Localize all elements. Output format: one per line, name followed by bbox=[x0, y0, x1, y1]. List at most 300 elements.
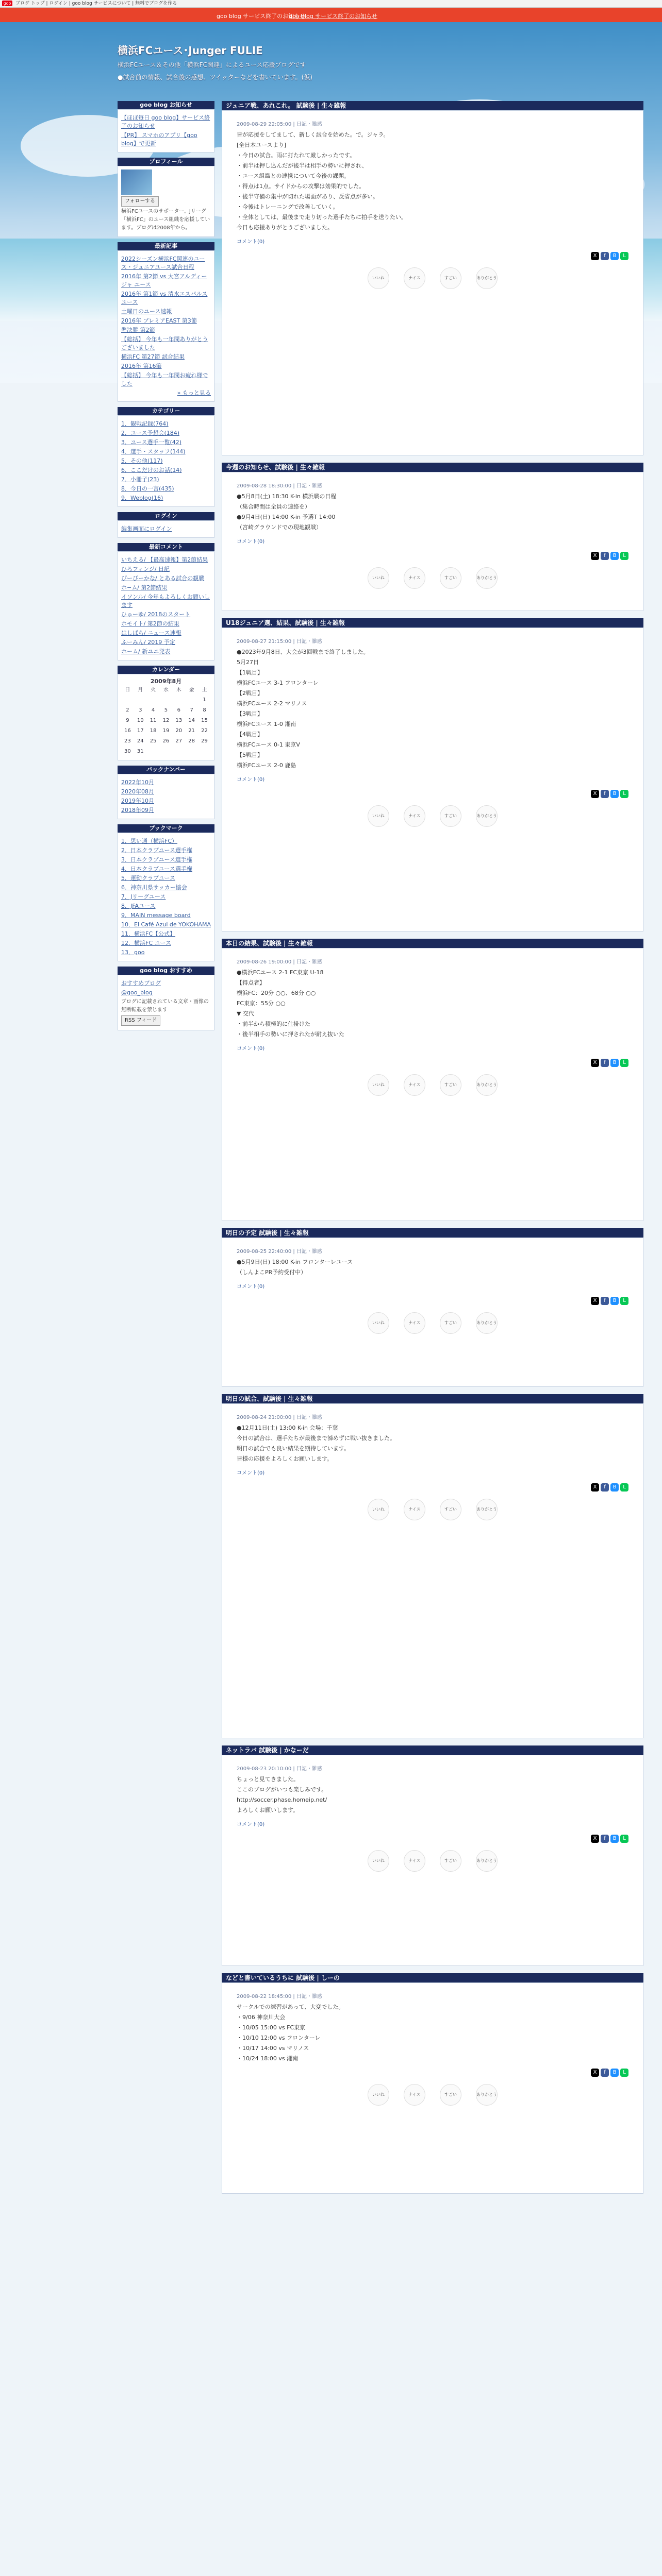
calendar-day: 29 bbox=[201, 738, 208, 744]
entry-paragraph: http://soccer.phase.homeip.net/ bbox=[237, 1797, 327, 1803]
entry-date: 2009-08-29 22:05:00 | 日記・雑感 bbox=[237, 122, 322, 127]
calendar-weekday: 月 bbox=[138, 687, 143, 693]
calendar-day: 18 bbox=[150, 728, 157, 734]
comment-link[interactable]: ひゅーゆ/ 2018のスタート bbox=[121, 611, 191, 618]
notice-box bbox=[118, 109, 214, 152]
x-share-icon[interactable]: X bbox=[591, 2069, 599, 2077]
entry-paragraph: ●5月8日(土) 18:30 K-in 横浜戦の日程 bbox=[237, 493, 337, 500]
calendar-day bbox=[134, 695, 147, 705]
comment-link[interactable]: ホ−ム/ 第2節結果 bbox=[121, 584, 168, 591]
facebook-share-icon[interactable]: f bbox=[601, 1835, 609, 1843]
main-content bbox=[222, 101, 643, 2194]
profile-text: 横浜FCユースのサポーター。Jリーグ「横浜FC」のユース組織を応援しています。ブログは2008年から。 bbox=[121, 209, 210, 231]
entry-comment-link[interactable]: コメント(0) bbox=[237, 1284, 265, 1290]
reaction-button[interactable]: ありがとう bbox=[476, 1074, 498, 1096]
backnumber-link[interactable]: 2019年10月 bbox=[121, 798, 154, 804]
bookmark-item[interactable] bbox=[121, 846, 211, 855]
reaction-button[interactable]: いいね bbox=[368, 1850, 389, 1872]
category-item[interactable] bbox=[121, 494, 211, 502]
recent-link[interactable]: 横浜FC 第27節 試合結果 bbox=[121, 353, 185, 360]
recent-link[interactable]: 【総括】 今年も一年間お疲れ様でした bbox=[121, 372, 208, 387]
backnumber-link[interactable]: 2020年08月 bbox=[121, 788, 154, 795]
entry-title[interactable]: 本日の結果、試験後 | 生々雑報 bbox=[222, 939, 643, 948]
entry-comment-link[interactable]: コメント(0) bbox=[237, 1470, 265, 1476]
recent-link[interactable]: 2016年 第1節 vs 清水エスパルスユース bbox=[121, 291, 208, 306]
category-item[interactable] bbox=[121, 485, 211, 493]
reaction-button[interactable]: ナイス bbox=[404, 1850, 425, 1872]
bookmark-link[interactable]: 11．横浜FC【公式】 bbox=[121, 930, 176, 937]
recent-item[interactable] bbox=[121, 317, 211, 325]
hatena-share-icon[interactable]: B bbox=[610, 252, 619, 260]
calendar-day bbox=[147, 695, 160, 705]
reaction-button[interactable]: ナイス bbox=[404, 567, 425, 589]
calendar-weekday: 金 bbox=[189, 687, 194, 693]
line-share-icon[interactable]: L bbox=[620, 2069, 628, 2077]
entry-paragraph: 皆様の応援をよろしくお願いします。 bbox=[237, 1455, 333, 1462]
bookmark-item[interactable] bbox=[121, 856, 211, 864]
entry-paragraph: [全日本ユースより] bbox=[237, 142, 287, 148]
hatena-share-icon[interactable]: B bbox=[610, 1483, 619, 1492]
notice-link[interactable]: 【ほぼ毎日 goo blog】サービス終了のお知らせ bbox=[121, 114, 210, 129]
calendar-box bbox=[118, 674, 214, 760]
entry-paragraph: ・9/06 神奈川大会 bbox=[237, 2014, 286, 2021]
recent-item[interactable] bbox=[121, 273, 211, 289]
recommend-heading: goo blog おすすめ bbox=[118, 967, 214, 975]
reaction-button[interactable]: ナイス bbox=[404, 1312, 425, 1334]
calendar-day: 13 bbox=[175, 718, 183, 723]
comment-item[interactable] bbox=[121, 638, 211, 647]
recommend-link[interactable]: おすすめブログ bbox=[121, 980, 161, 987]
sidebar bbox=[118, 101, 214, 1030]
bookmark-item[interactable] bbox=[121, 874, 211, 883]
entry-date: 2009-08-28 18:30:00 | 日記・雑感 bbox=[237, 483, 322, 489]
entry-paragraph: 【1戦目】 bbox=[237, 669, 263, 676]
login-box bbox=[118, 520, 214, 538]
recent-item[interactable] bbox=[121, 371, 211, 388]
login-link[interactable]: 編集画面にログイン bbox=[121, 526, 172, 532]
reaction-button[interactable]: すごい bbox=[440, 567, 461, 589]
calendar-weekday: 日 bbox=[125, 687, 130, 693]
reaction-button[interactable]: ナイス bbox=[404, 2084, 425, 2106]
calendar-day: 3 bbox=[139, 707, 142, 713]
category-link[interactable]: 6．ここだけのお話(14) bbox=[121, 467, 182, 473]
calendar-day bbox=[185, 695, 198, 705]
reaction-button[interactable]: すごい bbox=[440, 267, 461, 289]
entry-title[interactable]: ジュニア戦、あれこれ。 試験後 | 生々雑報 bbox=[222, 101, 643, 110]
entry-paragraph: よろしくお願いします。 bbox=[237, 1807, 299, 1814]
entry-body bbox=[222, 472, 643, 611]
bookmark-item[interactable] bbox=[121, 865, 211, 873]
blog-description-2: ●試合前の情報、試合後の感想、ツイッターなどを書いています。(仮) bbox=[118, 74, 313, 81]
category-link[interactable]: 7．小冊子(23) bbox=[121, 476, 159, 483]
facebook-share-icon[interactable]: f bbox=[601, 790, 609, 798]
notice-link[interactable]: 【PR】 スマホのアプリ【goo blog】で更新 bbox=[121, 132, 197, 147]
reaction-buttons bbox=[237, 567, 628, 589]
entry-paragraph: ・ユース組織との連携について今後の課題。 bbox=[237, 173, 350, 179]
entry-paragraph: ・得点は1点。サイドからの攻撃は効果的でした。 bbox=[237, 183, 365, 190]
entry-paragraph: ・前半は押し込んだが後半は相手の勢いに押され、 bbox=[237, 162, 368, 169]
recent-item[interactable] bbox=[121, 335, 211, 352]
comment-link[interactable]: ふーみん/ 2019 予定 bbox=[121, 639, 175, 646]
entry-body bbox=[222, 1755, 643, 1966]
recent-link[interactable]: 2022シーズン横浜FC関連のユース・ジュニアユース試合日程 bbox=[121, 256, 205, 270]
comment-item[interactable] bbox=[121, 611, 211, 619]
recent-item[interactable] bbox=[121, 290, 211, 307]
x-share-icon[interactable]: X bbox=[591, 790, 599, 798]
calendar-day: 30 bbox=[124, 749, 131, 754]
goo-topbar bbox=[0, 0, 662, 8]
x-share-icon[interactable]: X bbox=[591, 1483, 599, 1492]
notice-item[interactable] bbox=[121, 131, 211, 148]
category-item[interactable] bbox=[121, 438, 211, 447]
recent-item[interactable] bbox=[121, 362, 211, 370]
entry-comment-link[interactable]: コメント(0) bbox=[237, 539, 265, 545]
comment-item[interactable] bbox=[121, 620, 211, 628]
bookmark-link[interactable]: 8．JFAユース bbox=[121, 903, 156, 909]
category-link[interactable]: 9．Weblog(16) bbox=[121, 495, 163, 501]
entry-title[interactable]: U18ジュニア選、結果、試験後 | 生々雑報 bbox=[222, 618, 643, 628]
entry-comment-link[interactable]: コメント(0) bbox=[237, 1046, 265, 1052]
category-item[interactable] bbox=[121, 476, 211, 484]
bookmark-link[interactable]: 3．日本クラブユース選手権 bbox=[121, 856, 192, 863]
share-buttons bbox=[237, 789, 628, 798]
reaction-button[interactable]: いいね bbox=[368, 267, 389, 289]
reaction-button[interactable]: ナイス bbox=[404, 1074, 425, 1096]
entry-comment-link[interactable]: コメント(0) bbox=[237, 1822, 265, 1827]
x-share-icon[interactable]: X bbox=[591, 1835, 599, 1843]
profile-avatar bbox=[121, 170, 152, 195]
entry-date: 2009-08-22 18:45:00 | 日記・雑感 bbox=[237, 1994, 322, 1999]
calendar-day bbox=[172, 695, 185, 705]
reaction-button[interactable]: すごい bbox=[440, 1850, 461, 1872]
calendar-month: 2009年8月 bbox=[150, 678, 182, 685]
line-share-icon[interactable]: L bbox=[620, 252, 628, 260]
reaction-buttons bbox=[237, 1850, 628, 1872]
category-item[interactable] bbox=[121, 420, 211, 428]
category-link[interactable]: 4．選手・スタッフ(144) bbox=[121, 448, 186, 455]
comment-item[interactable] bbox=[121, 556, 211, 564]
bookmark-item[interactable] bbox=[121, 837, 211, 845]
share-buttons bbox=[237, 1482, 628, 1492]
recent-link[interactable]: 2016年 第2節 vs 大宮アルディージャ ユース bbox=[121, 273, 207, 288]
bookmark-link[interactable]: 9．MAIN message board bbox=[121, 912, 191, 919]
backnumber-link[interactable]: 2022年10月 bbox=[121, 779, 154, 786]
bookmark-link[interactable]: 12．横浜FC ユース bbox=[121, 940, 171, 946]
recent-link[interactable]: 【総括】 今年も一年間ありがとうございました bbox=[121, 336, 208, 351]
comment-item[interactable] bbox=[121, 565, 211, 573]
category-link[interactable]: 2．ユース予想会(184) bbox=[121, 430, 180, 436]
calendar-day: 2 bbox=[126, 707, 129, 713]
recent-link[interactable]: 準決勝 第2節 bbox=[121, 327, 155, 333]
bookmark-item[interactable] bbox=[121, 893, 211, 901]
calendar-day: 26 bbox=[162, 738, 170, 744]
bookmark-heading: ブックマーク bbox=[118, 824, 214, 833]
entry-paragraph: （しんよこPR予約受付中） bbox=[237, 1269, 307, 1276]
entry-paragraph: ・今後はトレーニングで改善していく。 bbox=[237, 204, 339, 210]
service-end-notice: goo blog サービス終了のお知らせ bbox=[217, 13, 305, 20]
recent-more[interactable] bbox=[121, 389, 211, 397]
service-end-link[interactable]: goo blog サービス終了のお知らせ bbox=[289, 13, 377, 20]
calendar-day: 25 bbox=[150, 738, 157, 744]
reaction-button[interactable]: ありがとう bbox=[476, 567, 498, 589]
calendar-day: 10 bbox=[137, 718, 144, 723]
entry-paragraph: 横浜FC：20分 ○○、68分 ○○ bbox=[237, 990, 316, 996]
facebook-share-icon[interactable]: f bbox=[601, 552, 609, 560]
goo-logo[interactable]: goo bbox=[2, 1, 12, 6]
reaction-button[interactable]: ナイス bbox=[404, 805, 425, 827]
calendar-weekday: 火 bbox=[151, 687, 156, 693]
x-share-icon[interactable]: X bbox=[591, 1297, 599, 1305]
reaction-button[interactable]: いいね bbox=[368, 805, 389, 827]
calendar-day: 23 bbox=[124, 738, 131, 744]
comment-link[interactable]: ひろフィンジ/ 日記 bbox=[121, 566, 170, 572]
recent-link[interactable]: 2016年 プレミアEAST 第3節 bbox=[121, 317, 197, 324]
calendar-heading: カレンダー bbox=[118, 666, 214, 674]
follow-button[interactable]: フォローする bbox=[121, 196, 159, 207]
reaction-button[interactable]: ありがとう bbox=[476, 1850, 498, 1872]
recommend-item[interactable] bbox=[121, 979, 211, 988]
reaction-button[interactable]: ありがとう bbox=[476, 805, 498, 827]
reaction-button[interactable]: すごい bbox=[440, 805, 461, 827]
share-buttons bbox=[237, 551, 628, 560]
entry-body bbox=[222, 948, 643, 1221]
reaction-button[interactable]: いいね bbox=[368, 1074, 389, 1096]
recent-item[interactable] bbox=[121, 326, 211, 334]
reaction-button[interactable]: すごい bbox=[440, 1074, 461, 1096]
share-buttons bbox=[237, 1834, 628, 1843]
entry-title[interactable]: 明日の予定 試験後 | 生々雑報 bbox=[222, 1228, 643, 1238]
copyright-note: ブログに記載されている文章・画像の無断転載を禁じます bbox=[121, 999, 209, 1013]
reaction-button[interactable]: いいね bbox=[368, 567, 389, 589]
line-share-icon[interactable]: L bbox=[620, 1297, 628, 1305]
share-buttons bbox=[237, 1296, 628, 1305]
bookmark-link[interactable]: 13．goo bbox=[121, 949, 145, 956]
entry-title[interactable]: ネットラバ 試験後 | かなーだ bbox=[222, 1745, 643, 1755]
blog-header bbox=[118, 42, 540, 89]
facebook-share-icon[interactable]: f bbox=[601, 1059, 609, 1067]
calendar-day: 5 bbox=[164, 707, 168, 713]
entry-paragraph: ちょっと見てきました。 bbox=[237, 1776, 299, 1783]
entry-paragraph: ●5月9日(日) 18:00 K-in フロンターレユース bbox=[237, 1259, 353, 1265]
facebook-share-icon[interactable]: f bbox=[601, 1297, 609, 1305]
comments-heading: 最新コメント bbox=[118, 543, 214, 551]
calendar-day: 9 bbox=[126, 718, 129, 723]
comment-link[interactable]: ホーム/ 新ユニ発表 bbox=[121, 648, 171, 655]
bookmark-item[interactable] bbox=[121, 884, 211, 892]
bookmark-link[interactable]: 7．Jリーグユース bbox=[121, 893, 166, 900]
recent-box bbox=[118, 250, 214, 402]
reaction-button[interactable]: ありがとう bbox=[476, 1499, 498, 1520]
backnumber-item[interactable] bbox=[121, 788, 211, 796]
bookmark-link[interactable]: 4．日本クラブユース選手権 bbox=[121, 866, 192, 872]
recommend-item[interactable] bbox=[121, 989, 211, 997]
entry-paragraph: 【4戦目】 bbox=[237, 731, 263, 738]
category-link[interactable]: 3．ユース選手一覧(42) bbox=[121, 439, 182, 446]
share-buttons bbox=[237, 2067, 628, 2077]
hatena-share-icon[interactable]: B bbox=[610, 1297, 619, 1305]
comment-item[interactable] bbox=[121, 648, 211, 656]
rss-button[interactable]: RSS フィード bbox=[121, 1015, 160, 1026]
recent-item[interactable] bbox=[121, 353, 211, 361]
category-item[interactable] bbox=[121, 429, 211, 437]
notice-item[interactable] bbox=[121, 114, 211, 130]
category-item[interactable] bbox=[121, 466, 211, 474]
entry-paragraph: 5月27日 bbox=[237, 659, 259, 666]
hatena-share-icon[interactable]: B bbox=[610, 1835, 619, 1843]
login-item[interactable] bbox=[121, 525, 211, 533]
backnumber-item[interactable] bbox=[121, 797, 211, 805]
reaction-buttons bbox=[237, 267, 628, 289]
backnumber-box bbox=[118, 774, 214, 819]
entry-date: 2009-08-27 21:15:00 | 日記・雑感 bbox=[237, 639, 322, 645]
entry-paragraph: 横浜FCユース 2-0 鹿島 bbox=[237, 762, 296, 769]
calendar-day: 27 bbox=[175, 738, 183, 744]
recent-link[interactable]: 2016年 第16節 bbox=[121, 363, 162, 369]
recent-item[interactable] bbox=[121, 255, 211, 272]
category-link[interactable]: 1．観戦記録(764) bbox=[121, 420, 169, 427]
entry-paragraph: ・後半相手の勢いに押されたが耐え抜いた bbox=[237, 1031, 344, 1038]
reaction-button[interactable]: すごい bbox=[440, 1499, 461, 1520]
calendar-day: 19 bbox=[162, 728, 170, 734]
share-buttons bbox=[237, 1058, 628, 1067]
entry-title[interactable]: などと書いているうちに 試験後 | しーの bbox=[222, 1973, 643, 1982]
entry-date: 2009-08-24 21:00:00 | 日記・雑感 bbox=[237, 1415, 322, 1420]
facebook-share-icon[interactable]: f bbox=[601, 1483, 609, 1492]
comment-item[interactable] bbox=[121, 574, 211, 583]
recent-link[interactable]: 土曜日のユース速報 bbox=[121, 308, 172, 315]
reaction-buttons bbox=[237, 1499, 628, 1520]
entry-paragraph: ●12月11日(土) 13:00 K-in 会場：千葉 bbox=[237, 1425, 338, 1431]
x-share-icon[interactable]: X bbox=[591, 1059, 599, 1067]
entry-paragraph: （集合時間は全員の連絡を） bbox=[237, 503, 310, 510]
category-item[interactable] bbox=[121, 448, 211, 456]
calendar-day: 16 bbox=[124, 728, 131, 734]
reaction-button[interactable]: ありがとう bbox=[476, 2084, 498, 2106]
calendar-day bbox=[160, 695, 173, 705]
calendar-day bbox=[121, 695, 134, 705]
comment-link[interactable]: いちえる/ 【最高速報】第2節結果 bbox=[121, 556, 208, 563]
backnumber-link[interactable]: 2018年09月 bbox=[121, 807, 154, 814]
entry-paragraph: 明日の試合でも良い結果を期待しています。 bbox=[237, 1445, 350, 1452]
calendar-day: 14 bbox=[188, 718, 195, 723]
blog-title[interactable]: 横浜FCユース･Junger FULIE bbox=[118, 44, 263, 57]
x-share-icon[interactable]: X bbox=[591, 252, 599, 260]
bookmark-item[interactable] bbox=[121, 930, 211, 938]
hatena-share-icon[interactable]: B bbox=[610, 1059, 619, 1067]
line-share-icon[interactable]: L bbox=[620, 552, 628, 560]
comment-item[interactable] bbox=[121, 629, 211, 637]
entry-paragraph: 横浜FCユース 1-0 湘南 bbox=[237, 721, 296, 727]
comment-link[interactable]: ホモイト/ 第2節の結果 bbox=[121, 620, 179, 627]
calendar-day: 8 bbox=[203, 707, 206, 713]
facebook-share-icon[interactable]: f bbox=[601, 252, 609, 260]
entry-paragraph: 今日の試合は、選手たちが最後まで諦めずに戦い抜きました。 bbox=[237, 1435, 395, 1442]
backnumber-heading: バックナンバー bbox=[118, 766, 214, 774]
comment-link[interactable]: ぴーぴーかな/ とある試合の観戦 bbox=[121, 575, 205, 582]
category-link[interactable]: 8．今日の一言(435) bbox=[121, 485, 174, 492]
bookmark-link[interactable]: 1．思い通（横浜FC） bbox=[121, 838, 178, 844]
profile-heading: プロフィール bbox=[118, 158, 214, 166]
bookmark-link[interactable]: 6．神奈川県サッカー協会 bbox=[121, 884, 187, 891]
hatena-share-icon[interactable]: B bbox=[610, 552, 619, 560]
reaction-button[interactable]: ありがとう bbox=[476, 267, 498, 289]
reaction-button[interactable]: すごい bbox=[440, 1312, 461, 1334]
reaction-button[interactable]: すごい bbox=[440, 2084, 461, 2106]
backnumber-item[interactable] bbox=[121, 778, 211, 787]
bookmark-item[interactable] bbox=[121, 911, 211, 920]
line-share-icon[interactable]: L bbox=[620, 1059, 628, 1067]
recent-more-link[interactable]: » もっと見る bbox=[177, 389, 211, 396]
calendar-day: 17 bbox=[137, 728, 144, 734]
entry-comment-link[interactable]: コメント(0) bbox=[237, 239, 265, 245]
calendar-day: 7 bbox=[190, 707, 193, 713]
reaction-buttons bbox=[237, 2084, 628, 2106]
calendar-day bbox=[185, 747, 198, 757]
entry-date: 2009-08-25 22:40:00 | 日記・雑感 bbox=[237, 1249, 322, 1255]
reaction-button[interactable]: いいね bbox=[368, 2084, 389, 2106]
category-item[interactable] bbox=[121, 457, 211, 465]
entry-title[interactable]: 今週のお知らせ、試験後 | 生々雑報 bbox=[222, 463, 643, 472]
reaction-button[interactable]: いいね bbox=[368, 1312, 389, 1334]
bookmark-link[interactable]: 10．El Café Azul de YOKOHAMA bbox=[121, 921, 211, 928]
recent-item[interactable] bbox=[121, 308, 211, 316]
blog-description: 横浜FCユース＆その他「横浜FC関連」によるユース応援ブログです bbox=[118, 61, 306, 69]
share-buttons bbox=[237, 251, 628, 260]
entry-paragraph: FC東京：55分 ○○ bbox=[237, 1000, 286, 1007]
line-share-icon[interactable]: L bbox=[620, 1835, 628, 1843]
entry-comment-link[interactable]: コメント(0) bbox=[237, 777, 265, 783]
comment-item[interactable] bbox=[121, 593, 211, 609]
category-box bbox=[118, 415, 214, 507]
line-share-icon[interactable]: L bbox=[620, 1483, 628, 1492]
reaction-button[interactable]: ありがとう bbox=[476, 1312, 498, 1334]
calendar-weekday: 水 bbox=[163, 687, 169, 693]
comment-link[interactable]: はしばら/ ニュース速報 bbox=[121, 630, 181, 636]
line-share-icon[interactable]: L bbox=[620, 790, 628, 798]
bookmark-item[interactable] bbox=[121, 902, 211, 910]
bookmark-item[interactable] bbox=[121, 939, 211, 947]
hatena-share-icon[interactable]: B bbox=[610, 2069, 619, 2077]
facebook-share-icon[interactable]: f bbox=[601, 2069, 609, 2077]
hatena-share-icon[interactable]: B bbox=[610, 790, 619, 798]
comment-link[interactable]: イソンル/ 今年もよろしくお願いします bbox=[121, 594, 210, 608]
reaction-button[interactable]: ナイス bbox=[404, 1499, 425, 1520]
comment-item[interactable] bbox=[121, 584, 211, 592]
bookmark-link[interactable]: 2．日本クラブユース選手権 bbox=[121, 847, 192, 854]
reaction-button[interactable]: ナイス bbox=[404, 267, 425, 289]
recommend-link[interactable]: @goo_blog bbox=[121, 989, 153, 996]
entry-paragraph: ・10/10 12:00 vs フロンターレ bbox=[237, 2035, 321, 2041]
bookmark-item[interactable] bbox=[121, 921, 211, 929]
bookmark-item[interactable] bbox=[121, 948, 211, 957]
entry-title[interactable]: 明日の試合、試験後 | 生々雑報 bbox=[222, 1394, 643, 1403]
x-share-icon[interactable]: X bbox=[591, 552, 599, 560]
calendar-day: 24 bbox=[137, 738, 144, 744]
backnumber-item[interactable] bbox=[121, 806, 211, 815]
service-end-banner bbox=[0, 8, 662, 22]
category-link[interactable]: 5．その他(117) bbox=[121, 457, 163, 464]
entry-paragraph: ・前半から積極的に仕掛けた bbox=[237, 1021, 310, 1027]
calendar-day: 6 bbox=[177, 707, 180, 713]
entry-paragraph: ・10/24 18:00 vs 湘南 bbox=[237, 2055, 299, 2062]
topbar-links[interactable]: ブログ トップ | ログイン | goo blog サービスについて | 無料でブログを作る bbox=[15, 1, 177, 6]
reaction-button[interactable]: いいね bbox=[368, 1499, 389, 1520]
calendar-weekday: 木 bbox=[176, 687, 181, 693]
recommend-box bbox=[118, 975, 214, 1030]
bookmark-link[interactable]: 5．運動クラブユース bbox=[121, 875, 175, 882]
entry-date: 2009-08-26 19:00:00 | 日記・雑感 bbox=[237, 959, 322, 965]
reaction-buttons bbox=[237, 805, 628, 827]
